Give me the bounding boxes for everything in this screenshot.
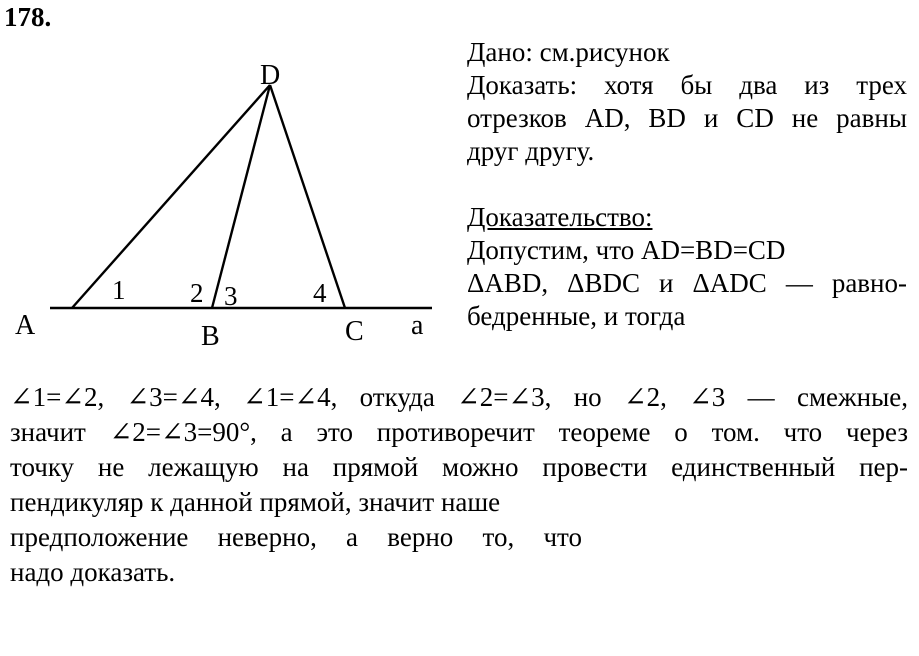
prove-statement-cont: отрезков AD, BD и CD не равны [467,103,907,133]
point-label-a: A [15,310,36,341]
proof-line-6: надо доказать. [10,557,176,587]
prove-statement: Доказать: хотя бы два из трех [467,70,907,100]
angle-label-1: 1 [112,275,126,305]
line-label-a: a [411,310,424,341]
triangles-text-end: бедренные, и тогда [467,301,686,331]
proof-line-3: точку не лежащую на прямой можно провести единственный пер- [10,452,908,482]
problem-number: 178. [4,2,52,32]
given-text: Дано: см.рисунок [467,37,670,67]
point-label-c: C [345,316,364,347]
angle-label-4: 4 [313,278,327,308]
segment-cd [270,85,345,308]
proof-line-4: пендикуляр к данной прямой, значит наше [10,487,501,517]
geometry-figure [0,0,460,360]
point-label-d: D [260,60,281,91]
prove-statement-end: друг другу. [467,136,595,166]
proof-line-1: ∠1=∠2, ∠3=∠4, ∠1=∠4, откуда ∠2=∠3, но ∠2, ∠3 — смежные, [10,382,908,412]
angle-label-3: 3 [224,281,238,311]
point-label-b: B [201,321,220,352]
proof-line-2: значит ∠2=∠3=90°, а это противоречит теореме о том. что через [10,417,908,447]
proof-line-5: предположение неверно, а верно то, что [10,522,582,552]
given-block [467,36,907,333]
assumption-text: Допустим, что AD=BD=CD [467,235,786,265]
triangles-text: ΔABD, ΔBDC и ΔADC — равно- [467,268,907,298]
proof-body [10,380,908,590]
proof-heading: Доказательство: [467,202,653,232]
angle-label-2: 2 [190,278,204,308]
